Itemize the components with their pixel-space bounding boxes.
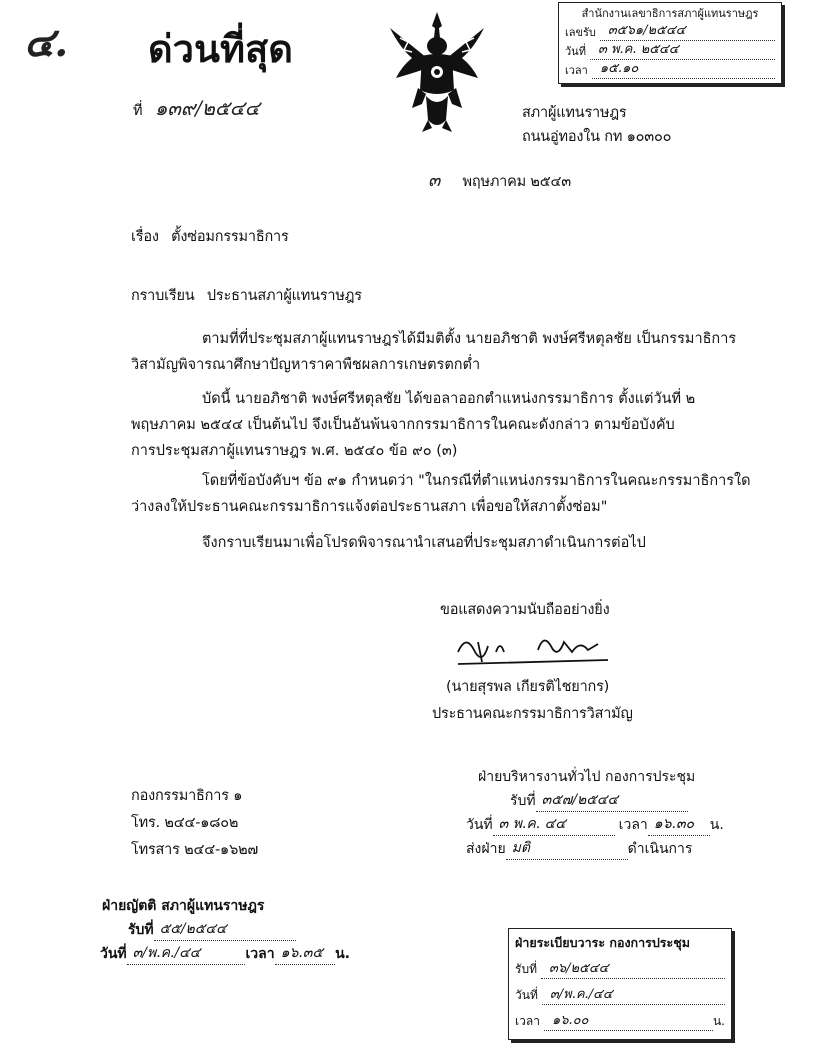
date-month-year: พฤษภาคม ๒๕๔๓ <box>462 174 572 190</box>
stamp-row <box>100 941 350 965</box>
signature-icon <box>448 622 618 672</box>
body-line: โดยที่ข้อบังคับฯ ข้อ ๙๑ กำหนดว่า "ในกรณีที่ตำแหน่งกรรมาธิการในคณะกรรมาธิการใด <box>202 473 751 489</box>
office-unit: กองกรรมาธิการ ๑ <box>131 788 243 804</box>
body-line: การประชุมสภาผู้แทนราษฎร พ.ศ. ๒๕๔๐ ข้อ ๙๐ (๓) <box>131 443 458 459</box>
paragraph-1 <box>131 326 771 378</box>
stamp-row <box>466 788 726 812</box>
body-line: ว่างลงให้ประธานคณะกรรมาธิการแจ้งต่อประธานสภา เพื่อขอให้สภาตั้งซ่อม" <box>131 499 608 515</box>
salutation-line <box>131 284 362 307</box>
stamp-admin <box>466 764 726 860</box>
stamp-value: ๓ พ.ค. ๒๕๔๔ <box>590 38 775 60</box>
doc-number-prefix: ที่ <box>133 103 143 119</box>
stamp-value: ๓/พ.ค./๔๔ <box>127 942 246 965</box>
body-line: พฤษภาคม ๒๕๔๔ เป็นต้นไป จึงเป็นอันพ้นจากกรรมาธิการในคณะดังกล่าว ตามข้อบังคับ <box>131 417 675 433</box>
stamp-suffix: ดำเนินการ <box>627 841 693 857</box>
salutation-text: ประธานสภาผู้แทนราษฎร <box>206 288 362 304</box>
stamp-value: ๑๖.๓๕ <box>275 942 336 965</box>
stamp-suffix: น. <box>712 1014 725 1028</box>
stamp-label: เลขรับ <box>565 26 596 39</box>
stamp-label: วันที่ <box>515 988 538 1002</box>
office-fax: โทรสาร ๒๔๔-๑๖๒๗ <box>131 842 259 858</box>
body-line: ตามที่ที่ประชุมสภาผู้แทนราษฎรได้มีมติตั้ง นายอภิชาติ พงษ์ศรีหตุลชัย เป็นกรรมาธิการ <box>202 331 737 347</box>
subject-line <box>131 225 289 248</box>
stamp-label: เวลา <box>515 1014 540 1028</box>
stamp-row <box>100 917 350 941</box>
stamp-suffix: น. <box>335 946 350 962</box>
stamp-label: รับที่ <box>510 793 536 809</box>
stamp-suffix: น. <box>709 817 724 833</box>
sender-org: สภาผู้แทนราษฎร <box>522 105 627 121</box>
stamp-row <box>466 836 726 860</box>
stamp-value: ๓๕๗/๒๕๔๔ <box>536 789 688 812</box>
stamp-value: ๑๕.๑๐ <box>592 57 775 79</box>
office-phone: โทร. ๒๔๔-๑๘๐๒ <box>131 815 239 831</box>
closing: ขอแสดงความนับถืออย่างยิ่ง <box>440 602 610 618</box>
letter-date <box>428 165 571 194</box>
stamp-label: วันที่ <box>466 817 493 833</box>
stamp-value: มติ <box>506 837 628 860</box>
stamp-label: เวลา <box>565 64 588 77</box>
stamp-agenda <box>508 928 732 1040</box>
stamp-label: วันที่ <box>100 946 127 962</box>
letter-body <box>131 326 771 556</box>
stamp-value: ๓๕๖๑/๒๕๔๔ <box>600 19 775 41</box>
stamp-top <box>558 2 782 84</box>
stamp-label: เวลา <box>618 817 648 833</box>
stamp-row <box>509 1005 731 1031</box>
stamp-value: ๓ พ.ค. ๔๔ <box>493 813 615 836</box>
doc-number <box>133 92 260 124</box>
stamp-title <box>466 764 726 788</box>
stamp-title <box>509 929 731 953</box>
stamp-value: ๑๖.๓๐ <box>648 813 710 836</box>
stamp-value: ๓๖/๒๕๔๔ <box>541 957 725 979</box>
garuda-emblem-icon <box>382 8 492 136</box>
stamp-value: ๓/พ.ค./๔๔ <box>542 983 725 1005</box>
body-line: จึงกราบเรียนมาเพื่อโปรดพิจารณานำเสนอที่ประชุมสภาดำเนินการต่อไป <box>202 535 646 551</box>
stamp-title-text: ฝ่ายระเบียบวาระ กองการประชุม <box>515 935 690 950</box>
corner-number: ๔. <box>24 19 69 66</box>
signature-name: (นายสุรพล เกียรติไชยากร) <box>446 679 610 695</box>
body-line: บัดนี้ นายอภิชาติ พงษ์ศรีหตุลชัย ได้ขอลาออกตำแหน่งกรรมาธิการ ตั้งแต่วันที่ ๒ <box>202 391 696 407</box>
stamp-label: รับที่ <box>128 922 154 938</box>
doc-number-value: ๑๓๙/๒๕๔๔ <box>154 96 260 120</box>
stamp-title-text: ฝ่ายญัตติ สภาผู้แทนราษฎร <box>102 898 265 914</box>
urgency-heading: ด่วนที่สุด <box>148 27 293 71</box>
stamp-label: วันที่ <box>565 45 586 58</box>
stamp-label: รับที่ <box>515 962 537 976</box>
stamp-row <box>466 812 726 836</box>
paragraph-3 <box>131 468 771 520</box>
stamp-value: ๑๖.๐๐ <box>544 1009 713 1031</box>
sender-address: ถนนอู่ทองใน กท ๑๐๓๐๐ <box>522 129 672 145</box>
stamp-label: ส่งฝ่าย <box>466 841 506 857</box>
salutation-label: กราบเรียน <box>131 288 195 304</box>
date-day: ๓ <box>428 170 441 191</box>
stamp-resolution <box>100 893 350 965</box>
stamp-title <box>100 893 350 917</box>
stamp-row <box>509 953 731 979</box>
paragraph-2 <box>131 386 771 464</box>
stamp-title-text: ฝ่ายบริหารงานทั่วไป กองการประชุม <box>478 769 696 785</box>
paragraph-4 <box>131 530 771 556</box>
stamp-value: ๕๕/๒๕๔๔ <box>154 918 296 941</box>
subject-label: เรื่อง <box>131 229 159 245</box>
stamp-row <box>509 979 731 1005</box>
stamp-row <box>559 60 781 79</box>
body-line: วิสามัญพิจารณาศึกษาปัญหาราคาพืชผลการเกษตรตกต่ำ <box>131 357 481 373</box>
stamp-title-text: สำนักงานเลขาธิการสภาผู้แทนราษฎร <box>581 7 759 20</box>
subject-text: ตั้งซ่อมกรรมาธิการ <box>171 229 289 245</box>
stamp-label: เวลา <box>245 946 275 962</box>
signature-title: ประธานคณะกรรมาธิการวิสามัญ <box>432 706 633 722</box>
